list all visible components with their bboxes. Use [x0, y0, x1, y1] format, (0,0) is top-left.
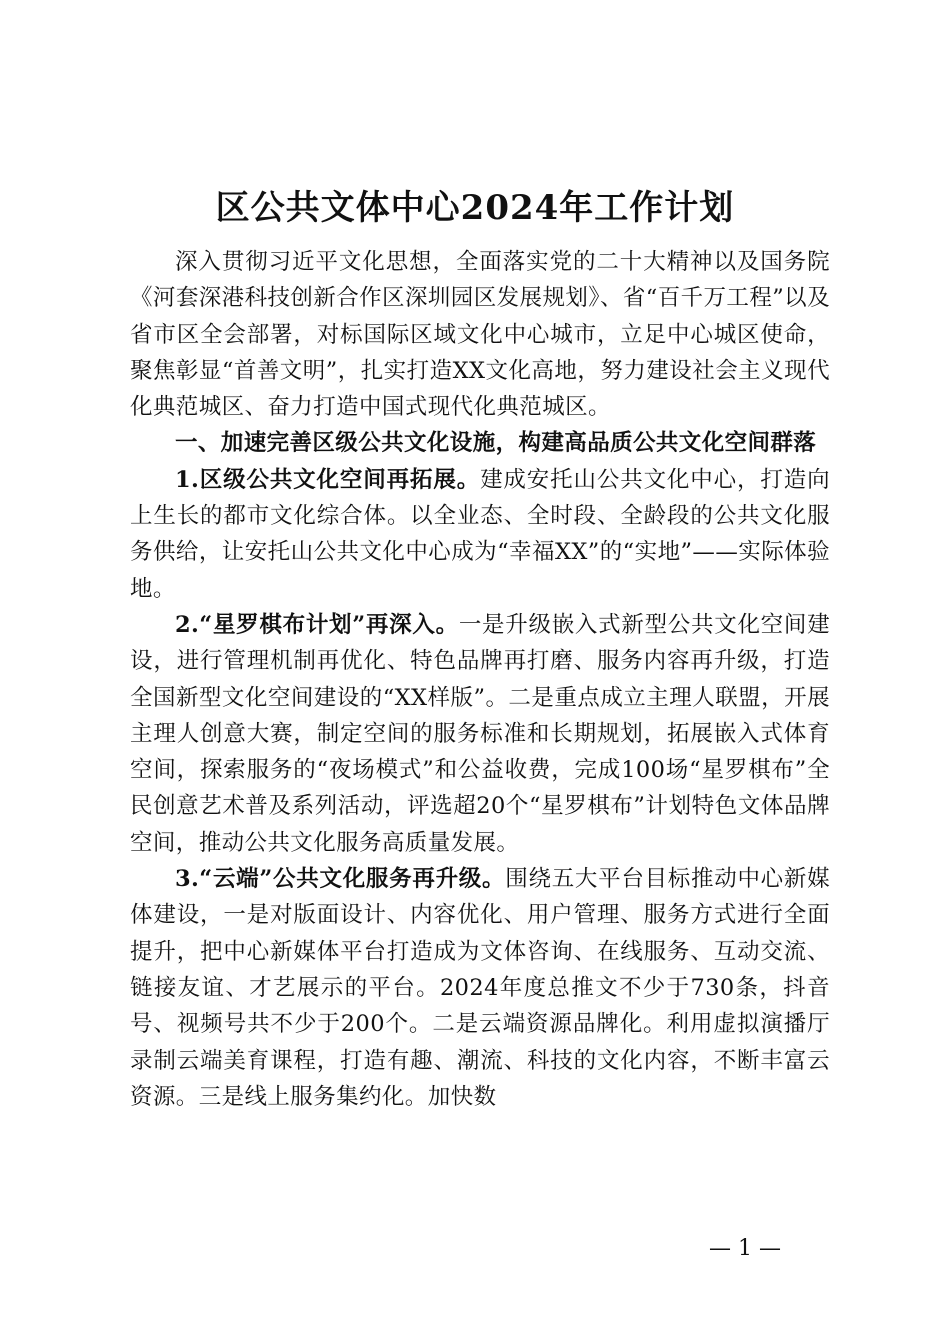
item-text-2: 一是升级嵌入式新型公共文化空间建设，进行管理机制再优化、特色品牌再打磨、服务内容再升级，打造全国新型文化空间建设的“XX样版”。二是重点成立主理人联盟，开展主理人创意大赛，制定空间的服务标准和长期规划，拓展嵌入式体育空间，探索服务的“夜场模式”和公益收费，完成100场“星罗棋布”全民创意艺术普及系列活动，评选超20个“星罗棋布”计划特色文体品牌空间，推动公共文化服务高质量发展。	[130, 611, 830, 856]
item-text-1: 建成安托山公共文化中心，打造向上生长的都市文化综合体。以全业态、全时段、全龄段的公共文化服务供给，让安托山公共文化中心成为“幸福XX”的“实地”——实际体验地。	[130, 466, 830, 602]
page-number: — 1 —	[709, 1236, 781, 1261]
section-heading: 一、加速完善区级公共文化设施，构建高品质公共文化空间群落	[175, 430, 817, 457]
item-paragraph-1	[130, 462, 830, 607]
item-paragraph-3	[130, 861, 830, 1115]
item-lead-3: 3.“云端”公共文化服务再升级。	[175, 866, 506, 893]
item-text-3: 围绕五大平台目标推动中心新媒体建设，一是对版面设计、内容优化、用户管理、服务方式进行全面提升，把中心新媒体平台打造成为文体咨询、在线服务、互动交流、链接友谊、才艺展示的平台。2024年度总推文不少于730条，抖音号、视频号共不少于200个。二是云端资源品牌化。利用虚拟演播厅录制云端美育课程，打造有趣、潮流、科技的文化内容，不断丰富云资源。三是线上服务集约化。加快数	[130, 866, 830, 1110]
document-title: 区公共文体中心2024年工作计划	[215, 188, 735, 228]
item-paragraph-2	[130, 607, 830, 861]
intro-paragraph: 深入贯彻习近平文化思想，全面落实党的二十大精神以及国务院《河套深港科技创新合作区深圳园区发展规划》、省“百千万工程”以及省市区全会部署，对标国际区域文化中心城市，立足中心城区使命，聚焦彰显“首善文明”，扎实打造XX文化高地，努力建设社会主义现代化典范城区、奋力打造中国式现代化典范城区。	[130, 249, 830, 421]
document-body	[130, 244, 830, 1115]
item-lead-2: 2.“星罗棋布计划”再深入。	[175, 611, 459, 638]
item-lead-1: 1.区级公共文化空间再拓展。	[175, 466, 481, 493]
